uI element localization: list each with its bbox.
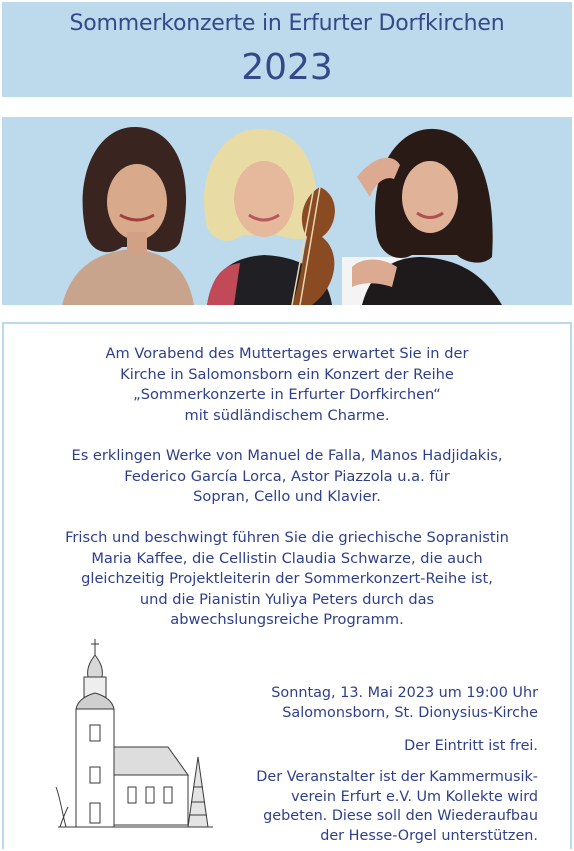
text-line: und die Pianistin Yuliya Peters durch das — [139, 590, 435, 608]
text-line: Maria Kaffee, die Cellistin Claudia Schwarze, die auch — [91, 549, 483, 567]
artist-photo — [2, 117, 572, 305]
text-line: gebeten. Diese soll den Wiederaufbau — [263, 808, 538, 824]
text-line: „Sommerkonzerte in Erfurter Dorfkirchen“ — [133, 386, 441, 403]
text-line: der Hesse-Orgel unterstützen. — [320, 827, 538, 844]
text-line: Am Vorabend des Muttertages erwartet Sie in der — [105, 345, 469, 362]
text-line: abwechslungsreiche Programm. — [170, 611, 404, 628]
content-panel — [2, 322, 572, 849]
text-line: Federico García Lorca, Astor Piazzola u.a. für — [124, 467, 450, 485]
admission-block — [404, 737, 538, 757]
organizer-block — [256, 768, 538, 846]
cellist-portrait — [204, 129, 335, 305]
event-location: Salomonsborn, St. Dionysius-Kirche — [282, 704, 538, 721]
pianist-portrait — [342, 129, 502, 305]
event-datetime: Sonntag, 13. Mai 2023 um 19:00 Uhr — [271, 685, 538, 701]
text-line: mit südländischem Charme. — [184, 406, 390, 424]
sopranist-portrait — [62, 127, 194, 305]
page-title: Sommerkonzerte in Erfurter Dorfkirchen — [69, 11, 505, 36]
text-line: Es erklingen Werke von Manuel de Falla, Manos Hadjidakis, — [71, 447, 503, 464]
text-line: gleichzeitig Projektleiterin der Sommerkonzert-Reihe ist, — [81, 570, 493, 587]
event-admission: Der Eintritt ist frei. — [404, 738, 538, 754]
church-sketch — [48, 637, 218, 837]
text-line: Kirche in Salomonsborn ein Konzert der Reihe — [120, 365, 454, 383]
year-heading: 2023 — [241, 47, 333, 88]
text-line: Frisch und beschwingt führen Sie die griechische Sopranistin — [65, 529, 509, 546]
artists-paragraph — [4, 528, 570, 631]
header-banner — [2, 2, 572, 97]
intro-paragraph — [4, 344, 570, 426]
event-datetime-block — [271, 684, 538, 723]
text-line: Sopran, Cello und Klavier. — [193, 488, 381, 505]
text-line: verein Erfurt e.V. Um Kollekte wird — [291, 788, 538, 805]
works-paragraph — [4, 446, 570, 508]
text-line: Der Veranstalter ist der Kammermusik- — [256, 769, 538, 785]
